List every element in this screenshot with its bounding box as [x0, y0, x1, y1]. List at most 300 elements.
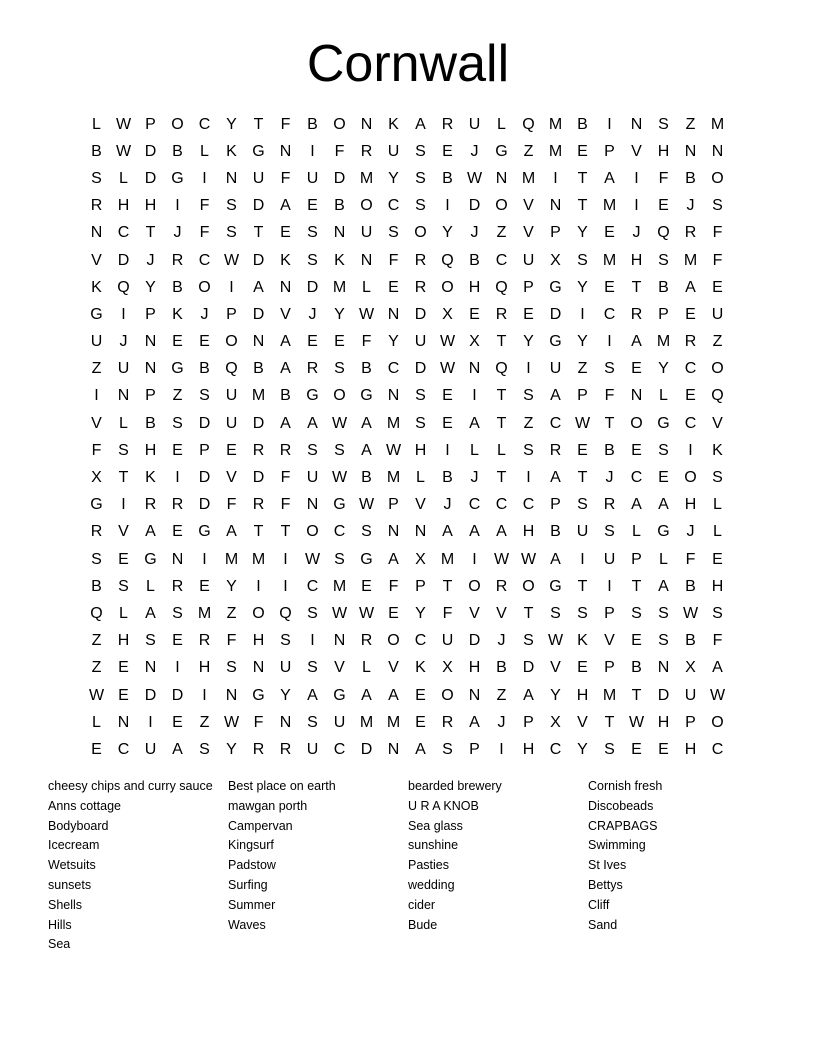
grid-letter: R	[441, 713, 454, 731]
grid-letter: G	[306, 387, 319, 405]
grid-letter: K	[577, 632, 588, 650]
grid-letter: E	[334, 333, 345, 351]
grid-letter: Z	[226, 604, 237, 622]
grid-letter: S	[550, 604, 561, 622]
grid-letter: I	[607, 577, 612, 595]
grid-letter: D	[117, 251, 130, 269]
grid-letter: D	[549, 305, 562, 323]
grid-letter: T	[496, 387, 507, 405]
grid-letter: B	[172, 142, 183, 160]
word-list-item: Kingsurf	[228, 838, 274, 853]
grid-letter: O	[711, 360, 724, 378]
grid-letter: A	[280, 360, 291, 378]
grid-letter: V	[226, 469, 237, 487]
grid-letter: E	[658, 469, 669, 487]
grid-letter: E	[577, 441, 588, 459]
grid-letter: C	[306, 577, 319, 595]
grid-letter: W	[439, 333, 456, 351]
grid-letter: U	[306, 169, 319, 187]
grid-letter: I	[445, 197, 450, 215]
grid-letter: S	[523, 387, 534, 405]
grid-letter: I	[553, 169, 558, 187]
grid-letter: J	[686, 523, 695, 541]
grid-letter: T	[577, 197, 588, 215]
grid-letter: S	[604, 523, 615, 541]
grid-letter: Y	[577, 224, 588, 242]
grid-letter: Y	[550, 686, 561, 704]
grid-letter: E	[631, 441, 642, 459]
grid-letter: N	[117, 387, 130, 405]
grid-letter: J	[470, 469, 479, 487]
grid-letter: S	[334, 550, 345, 568]
grid-letter: F	[685, 550, 696, 568]
grid-letter: H	[657, 713, 670, 731]
grid-letter: F	[226, 496, 237, 514]
word-list-item: Hills	[48, 917, 72, 932]
grid-letter: E	[172, 441, 183, 459]
grid-letter: N	[468, 686, 481, 704]
grid-letter: H	[144, 441, 157, 459]
grid-letter: B	[334, 197, 345, 215]
grid-letter: C	[495, 251, 508, 269]
grid-letter: P	[604, 604, 615, 622]
grid-letter: I	[607, 333, 612, 351]
grid-letter: D	[252, 469, 265, 487]
grid-letter: B	[550, 523, 561, 541]
word-list-item: U R A KNOB	[408, 798, 479, 813]
grid-letter: N	[414, 523, 427, 541]
grid-letter: K	[712, 441, 723, 459]
grid-letter: A	[658, 577, 669, 595]
grid-letter: E	[307, 333, 318, 351]
word-list-item: St Ives	[588, 858, 627, 873]
grid-letter: Z	[712, 333, 723, 351]
grid-letter: K	[334, 251, 345, 269]
word-list-item: Pasties	[408, 858, 449, 873]
grid-letter: T	[523, 604, 534, 622]
grid-letter: E	[577, 659, 588, 677]
grid-letter: E	[388, 604, 399, 622]
grid-letter: J	[497, 713, 506, 731]
grid-letter: R	[171, 251, 184, 269]
grid-letter: P	[685, 713, 696, 731]
grid-letter: N	[171, 550, 184, 568]
grid-letter: R	[90, 197, 103, 215]
grid-letter: E	[199, 333, 210, 351]
grid-letter: S	[334, 360, 345, 378]
grid-letter: I	[526, 469, 531, 487]
word-list-item: Cornish fresh	[588, 779, 663, 793]
grid-letter: Y	[226, 577, 237, 595]
grid-letter: E	[658, 197, 669, 215]
grid-letter: U	[144, 740, 157, 758]
grid-letter: F	[280, 496, 291, 514]
grid-letter: H	[576, 686, 589, 704]
grid-letter: W	[574, 414, 591, 432]
grid-letter: Y	[226, 740, 237, 758]
grid-letter: V	[550, 659, 561, 677]
grid-letter: S	[631, 604, 642, 622]
grid-letter: S	[658, 632, 669, 650]
grid-letter: N	[252, 333, 265, 351]
grid-letter: N	[360, 115, 373, 133]
grid-letter: G	[657, 414, 670, 432]
grid-letter: A	[361, 414, 372, 432]
grid-letter: R	[603, 496, 616, 514]
grid-letter: D	[468, 632, 481, 650]
grid-letter: V	[415, 496, 426, 514]
grid-letter: P	[415, 577, 426, 595]
grid-letter: W	[331, 604, 348, 622]
grid-letter: U	[576, 523, 589, 541]
grid-letter: C	[333, 523, 346, 541]
grid-letter: S	[91, 169, 102, 187]
grid-letter: S	[307, 224, 318, 242]
grid-letter: O	[711, 169, 724, 187]
grid-letter: G	[549, 577, 562, 595]
grid-letter: V	[91, 414, 102, 432]
grid-letter: Q	[522, 115, 535, 133]
grid-letter: I	[148, 713, 153, 731]
grid-letter: I	[121, 496, 126, 514]
grid-letter: V	[91, 251, 102, 269]
grid-letter: M	[683, 251, 698, 269]
grid-letter: D	[252, 197, 265, 215]
grid-letter: E	[604, 224, 615, 242]
word-list-item: Surfing	[228, 877, 268, 892]
grid-letter: H	[414, 441, 427, 459]
grid-letter: A	[712, 659, 723, 677]
grid-letter: Q	[495, 360, 508, 378]
grid-letter: I	[256, 577, 261, 595]
grid-letter: S	[226, 197, 237, 215]
grid-letter: F	[442, 604, 453, 622]
grid-letter: D	[522, 659, 535, 677]
grid-letter: F	[199, 197, 210, 215]
grid-letter: K	[91, 278, 102, 296]
grid-letter: B	[361, 360, 372, 378]
grid-letter: W	[115, 142, 132, 160]
grid-letter: L	[146, 577, 155, 595]
grid-letter: Y	[577, 278, 588, 296]
grid-letter: L	[497, 115, 506, 133]
grid-letter: O	[522, 577, 535, 595]
grid-letter: V	[388, 659, 399, 677]
grid-letter: H	[117, 632, 130, 650]
word-list-item: Best place on earth	[228, 779, 336, 793]
grid-letter: A	[496, 523, 507, 541]
grid-letter: F	[91, 441, 102, 459]
grid-letter: S	[523, 441, 534, 459]
grid-letter: H	[117, 197, 130, 215]
grid-letter: C	[495, 496, 508, 514]
grid-letter: A	[658, 496, 669, 514]
word-list-item: Sea	[48, 937, 71, 952]
grid-letter: E	[631, 360, 642, 378]
grid-letter: P	[577, 387, 588, 405]
grid-letter: H	[468, 659, 481, 677]
grid-letter: U	[279, 659, 292, 677]
grid-letter: N	[387, 387, 400, 405]
grid-letter: Y	[388, 169, 399, 187]
grid-letter: N	[252, 659, 265, 677]
grid-letter: M	[197, 604, 212, 622]
grid-letter: Z	[685, 115, 696, 133]
grid-letter: A	[604, 169, 615, 187]
grid-letter: G	[495, 142, 508, 160]
grid-letter: E	[469, 305, 480, 323]
grid-letter: A	[307, 414, 318, 432]
grid-letter: M	[224, 550, 239, 568]
grid-letter: P	[658, 305, 669, 323]
grid-letter: A	[442, 523, 453, 541]
grid-letter: R	[306, 360, 319, 378]
grid-letter: C	[387, 360, 400, 378]
grid-letter: A	[280, 197, 291, 215]
grid-letter: A	[415, 115, 426, 133]
grid-letter: L	[470, 441, 479, 459]
grid-letter: A	[172, 740, 183, 758]
grid-letter: S	[199, 387, 210, 405]
grid-letter: M	[602, 197, 617, 215]
grid-letter: U	[252, 169, 265, 187]
grid-letter: T	[496, 333, 507, 351]
grid-letter: X	[469, 333, 480, 351]
grid-letter: M	[548, 115, 563, 133]
grid-letter: M	[359, 169, 374, 187]
grid-letter: T	[496, 414, 507, 432]
word-list	[48, 777, 788, 955]
grid-letter: I	[202, 169, 207, 187]
grid-letter: M	[602, 251, 617, 269]
grid-letter: A	[388, 686, 399, 704]
grid-letter: V	[604, 632, 615, 650]
grid-letter: E	[631, 632, 642, 650]
grid-letter: G	[549, 278, 562, 296]
grid-letter: O	[306, 523, 319, 541]
grid-letter: S	[415, 197, 426, 215]
grid-letter: N	[117, 713, 130, 731]
grid-letter: C	[117, 740, 130, 758]
grid-letter: M	[386, 414, 401, 432]
grid-letter: G	[360, 550, 373, 568]
grid-letter: I	[472, 550, 477, 568]
grid-letter: W	[304, 550, 321, 568]
grid-letter: V	[523, 224, 534, 242]
grid-letter: S	[415, 387, 426, 405]
grid-letter: M	[359, 713, 374, 731]
grid-letter: N	[225, 686, 238, 704]
grid-letter: R	[279, 740, 292, 758]
grid-letter: U	[549, 360, 562, 378]
grid-letter: S	[658, 115, 669, 133]
grid-letter: M	[656, 333, 671, 351]
grid-letter: K	[145, 469, 156, 487]
grid-letter: R	[684, 224, 697, 242]
grid-letter: G	[333, 496, 346, 514]
grid-letter: S	[118, 577, 129, 595]
grid-letter: W	[331, 469, 348, 487]
grid-letter: A	[469, 414, 480, 432]
grid-letter: S	[415, 414, 426, 432]
grid-letter: Y	[145, 278, 156, 296]
word-list-column	[588, 777, 768, 955]
grid-letter: A	[550, 469, 561, 487]
grid-letter: J	[173, 224, 182, 242]
grid-letter: K	[226, 142, 237, 160]
grid-letter: Z	[199, 713, 210, 731]
grid-letter: C	[198, 251, 211, 269]
grid-letter: S	[145, 632, 156, 650]
grid-letter: V	[334, 659, 345, 677]
grid-letter: C	[711, 740, 724, 758]
grid-letter: R	[360, 632, 373, 650]
grid-letter: W	[358, 496, 375, 514]
grid-letter: A	[685, 278, 696, 296]
grid-letter: N	[684, 142, 697, 160]
grid-letter: A	[550, 550, 561, 568]
grid-letter: R	[414, 278, 427, 296]
grid-letter: A	[523, 686, 534, 704]
grid-letter: W	[223, 713, 240, 731]
grid-letter: O	[441, 278, 454, 296]
grid-letter: D	[468, 197, 481, 215]
grid-letter: W	[88, 686, 105, 704]
grid-letter: I	[175, 659, 180, 677]
word-list-item: cheesy chips and curry sauce	[48, 779, 213, 793]
grid-letter: R	[252, 740, 265, 758]
grid-letter: G	[144, 550, 157, 568]
grid-letter: W	[628, 713, 645, 731]
grid-letter: S	[577, 604, 588, 622]
grid-letter: H	[684, 740, 697, 758]
grid-letter: L	[632, 523, 641, 541]
grid-letter: Y	[226, 115, 237, 133]
grid-letter: T	[253, 224, 264, 242]
grid-letter: I	[445, 441, 450, 459]
grid-letter: N	[225, 169, 238, 187]
grid-letter: Y	[577, 333, 588, 351]
grid-letter: N	[630, 387, 643, 405]
grid-letter: L	[659, 387, 668, 405]
grid-letter: O	[333, 115, 346, 133]
grid-letter: S	[604, 740, 615, 758]
grid-letter: D	[144, 169, 157, 187]
grid-letter: T	[604, 713, 615, 731]
grid-letter: I	[310, 632, 315, 650]
grid-letter: E	[712, 550, 723, 568]
grid-letter: M	[548, 142, 563, 160]
grid-letter: M	[710, 115, 725, 133]
grid-letter: H	[630, 251, 643, 269]
grid-letter: O	[684, 469, 697, 487]
grid-letter: F	[280, 115, 291, 133]
grid-letter: N	[90, 224, 103, 242]
grid-letter: Y	[388, 333, 399, 351]
grid-letter: Y	[577, 740, 588, 758]
grid-letter: T	[118, 469, 129, 487]
grid-letter: G	[171, 360, 184, 378]
grid-letter: B	[469, 251, 480, 269]
grid-letter: S	[307, 604, 318, 622]
grid-letter: E	[631, 740, 642, 758]
grid-letter: E	[172, 523, 183, 541]
grid-letter: S	[226, 224, 237, 242]
grid-letter: J	[470, 142, 479, 160]
grid-letter: W	[547, 632, 564, 650]
grid-letter: E	[118, 550, 129, 568]
grid-letter: U	[711, 305, 724, 323]
word-list-column	[408, 777, 588, 955]
grid-letter: T	[577, 577, 588, 595]
grid-letter: S	[577, 251, 588, 269]
grid-letter: S	[172, 414, 183, 432]
grid-letter: L	[659, 550, 668, 568]
grid-letter: G	[252, 686, 265, 704]
grid-letter: I	[472, 387, 477, 405]
grid-letter: J	[632, 224, 641, 242]
word-list-item: Bodyboard	[48, 818, 109, 833]
grid-letter: V	[631, 142, 642, 160]
grid-letter: W	[709, 686, 726, 704]
grid-letter: Y	[658, 360, 669, 378]
grid-letter: I	[202, 550, 207, 568]
grid-letter: B	[199, 360, 210, 378]
grid-letter: N	[387, 305, 400, 323]
grid-letter: A	[361, 441, 372, 459]
grid-letter: B	[172, 278, 183, 296]
grid-letter: Z	[496, 224, 507, 242]
grid-letter: D	[414, 305, 427, 323]
grid-letter: W	[439, 360, 456, 378]
grid-letter: S	[604, 360, 615, 378]
grid-letter: S	[307, 713, 318, 731]
grid-letter: B	[253, 360, 264, 378]
grid-letter: X	[685, 659, 696, 677]
grid-letter: S	[388, 224, 399, 242]
grid-letter: B	[577, 115, 588, 133]
grid-letter: L	[362, 659, 371, 677]
grid-letter: F	[712, 632, 723, 650]
grid-letter: F	[712, 224, 723, 242]
grid-letter: E	[280, 224, 291, 242]
grid-letter: J	[443, 496, 452, 514]
grid-letter: I	[229, 278, 234, 296]
grid-letter: D	[171, 686, 184, 704]
grid-letter: G	[360, 387, 373, 405]
grid-letter: X	[550, 251, 561, 269]
grid-letter: S	[334, 441, 345, 459]
grid-letter: T	[577, 469, 588, 487]
grid-letter: N	[360, 251, 373, 269]
grid-letter: L	[416, 469, 425, 487]
grid-letter: N	[387, 740, 400, 758]
grid-letter: R	[441, 115, 454, 133]
grid-letter: N	[711, 142, 724, 160]
grid-letter: A	[415, 740, 426, 758]
grid-letter: W	[331, 414, 348, 432]
word-list-item: Swimming	[588, 838, 646, 853]
grid-letter: P	[550, 496, 561, 514]
grid-letter: X	[550, 713, 561, 731]
grid-letter: A	[307, 686, 318, 704]
grid-letter: G	[90, 496, 103, 514]
grid-letter: W	[385, 441, 402, 459]
grid-letter: V	[523, 197, 534, 215]
grid-letter: S	[712, 604, 723, 622]
grid-letter: O	[414, 224, 427, 242]
grid-letter: L	[92, 115, 101, 133]
